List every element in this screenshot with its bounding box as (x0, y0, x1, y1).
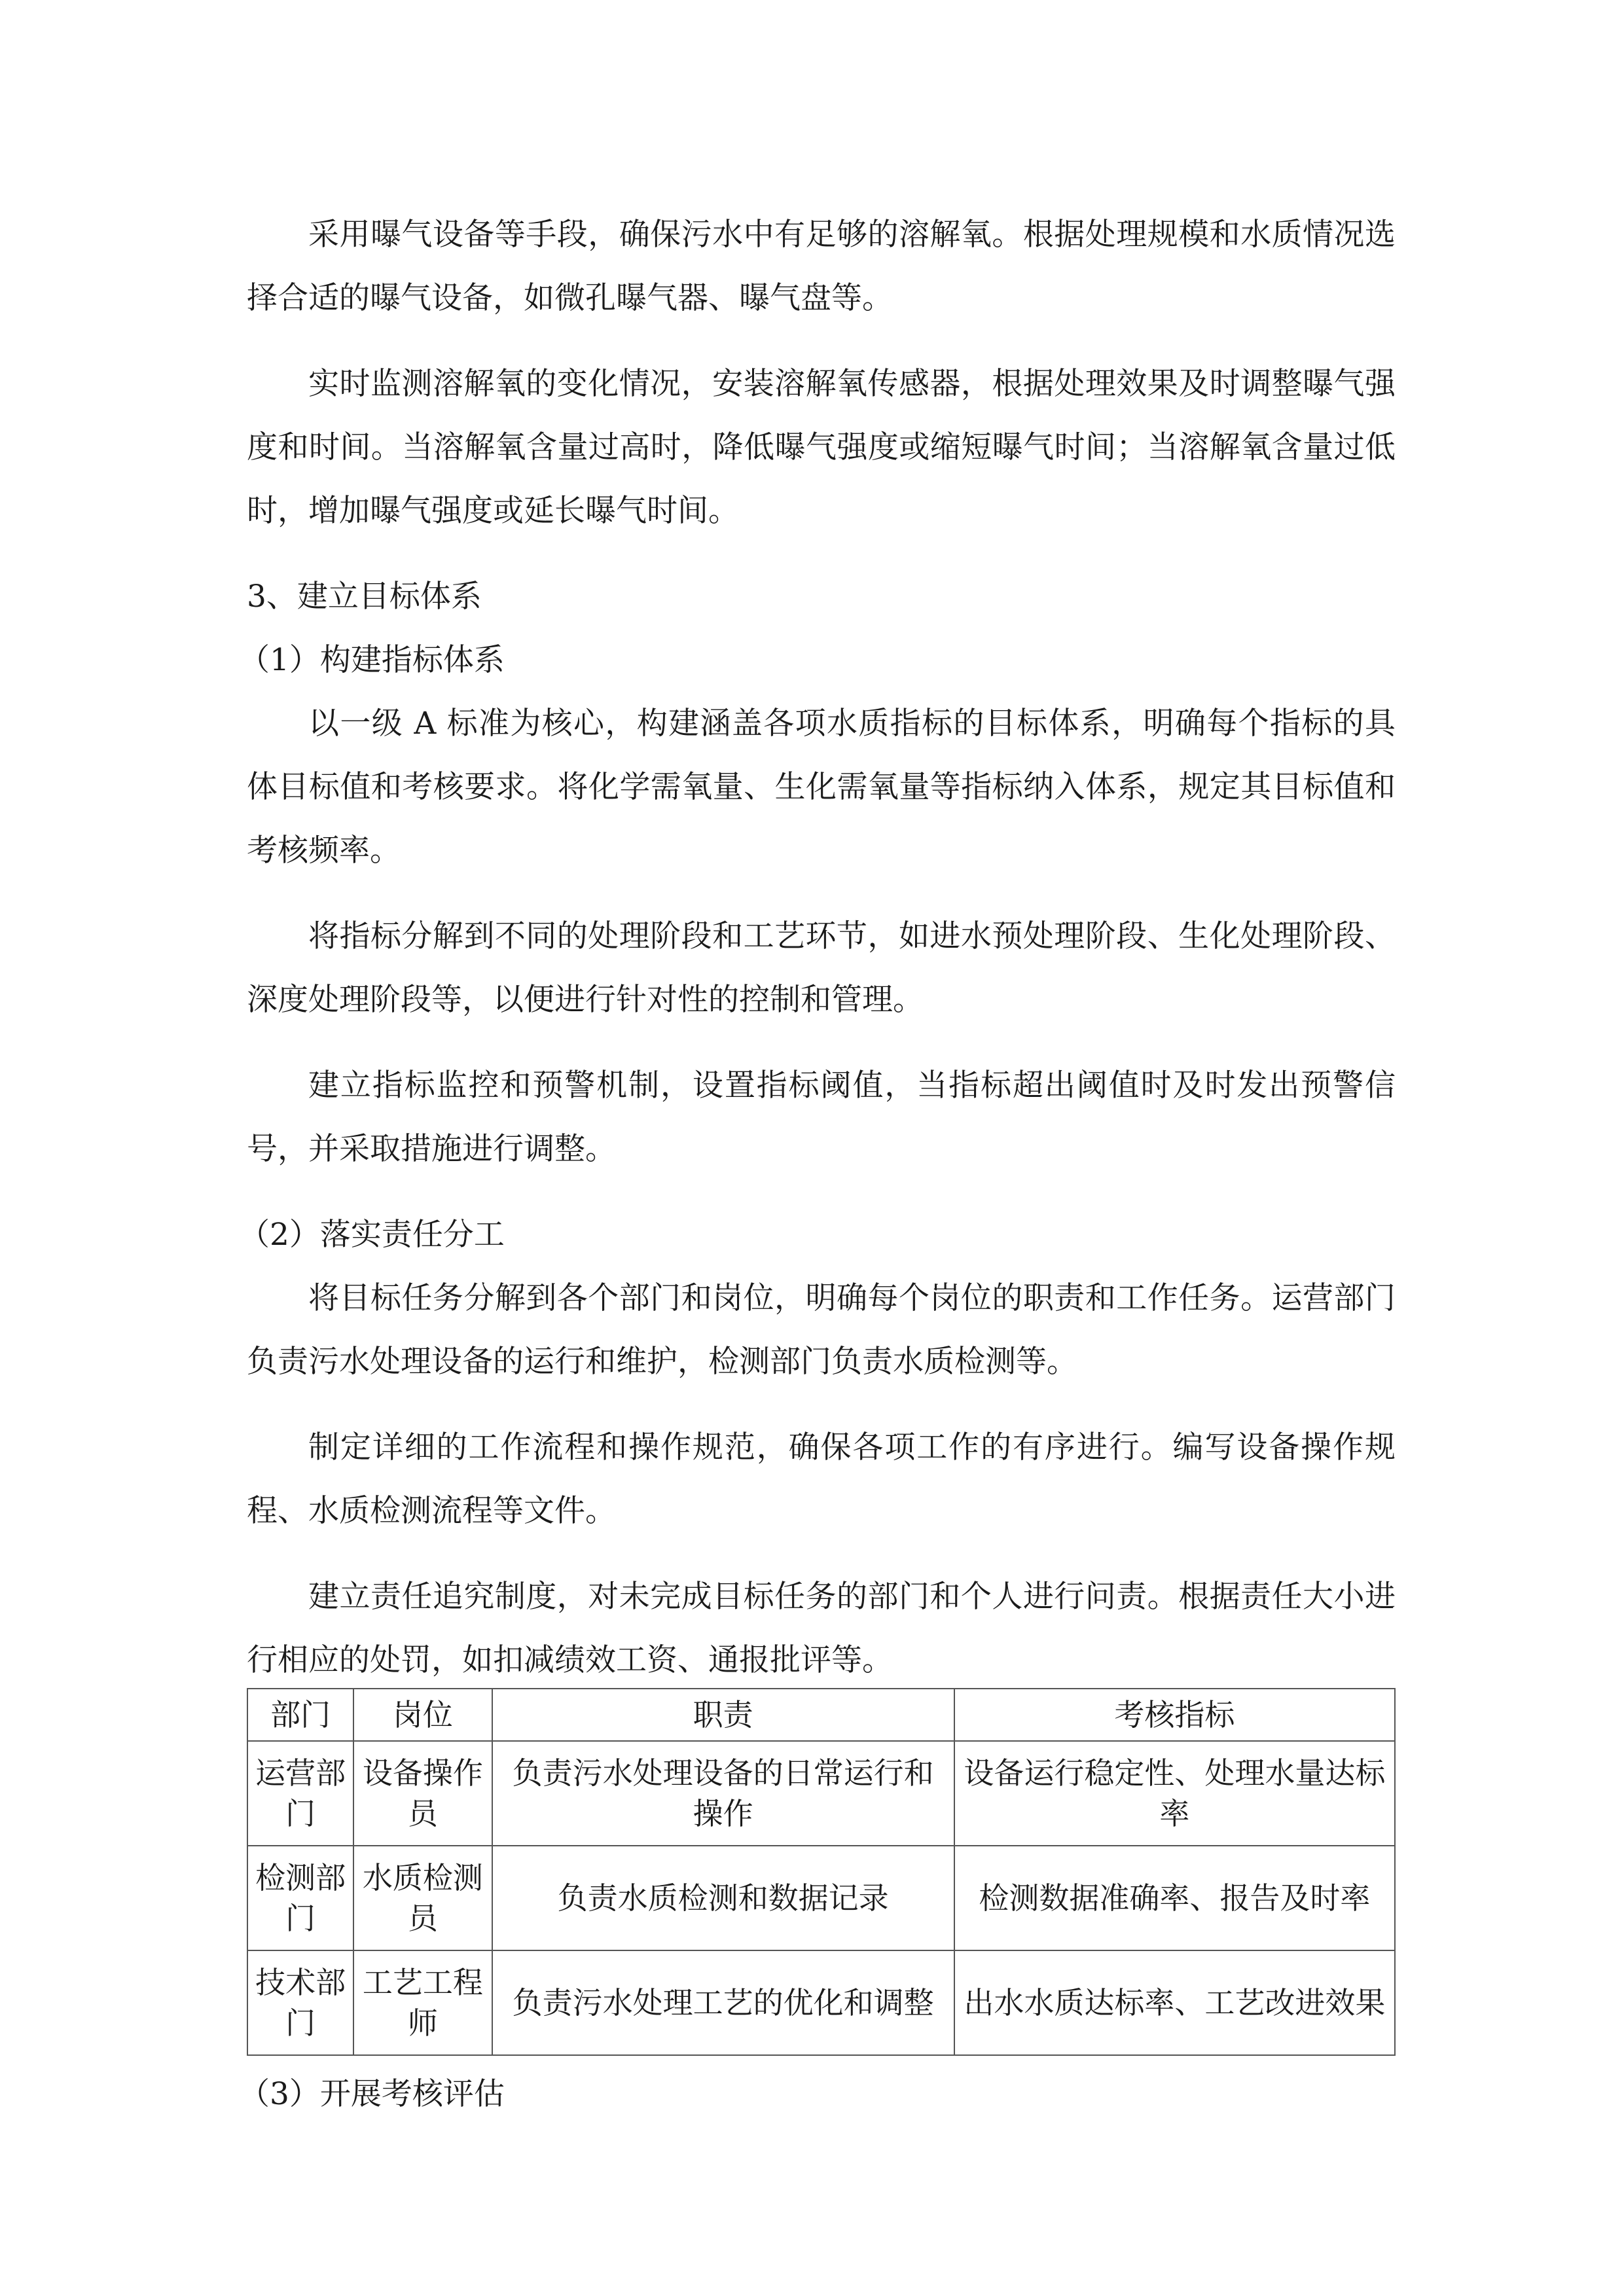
table-cell-department: 检测部门 (247, 1846, 353, 1950)
table-header-cell: 考核指标 (954, 1689, 1395, 1741)
body-paragraph: 建立责任追究制度，对未完成目标任务的部门和个人进行问责。根据责任大小进行相应的处罚，如扣减绩效工资、通报批评等。 (247, 1579, 1396, 1678)
subsection-heading: （3）开展考核评估 (239, 2076, 505, 2112)
table-cell-kpi: 设备运行稳定性、处理水量达标率 (954, 1741, 1395, 1846)
table-cell-kpi: 检测数据准确率、报告及时率 (954, 1846, 1395, 1950)
responsibility-table (247, 1688, 1396, 2056)
table-cell-duty: 负责污水处理设备的日常运行和操作 (492, 1741, 954, 1846)
body-paragraph: 建立指标监控和预警机制，设置指标阈值，当指标超出阈值时及时发出预警信号，并采取措施进行调整。 (247, 1067, 1396, 1167)
table-cell-position: 水质检测员 (353, 1846, 492, 1950)
subsection-heading: （2）落实责任分工 (239, 1217, 505, 1253)
table-row (247, 1950, 1395, 2055)
document-body (239, 203, 1396, 2126)
body-paragraph: 制定详细的工作流程和操作规范，确保各项工作的有序进行。编写设备操作规程、水质检测流程等文件。 (247, 1429, 1396, 1529)
body-paragraph: 以一级 A 标准为核心，构建涵盖各项水质指标的目标体系，明确每个指标的具体目标值和考核要求。将化学需氧量、生化需氧量等指标纳入体系，规定其目标值和考核频率。 (247, 706, 1396, 869)
body-paragraph: 采用曝气设备等手段，确保污水中有足够的溶解氧。根据处理规模和水质情况选择合适的曝气设备，如微孔曝气器、曝气盘等。 (247, 217, 1396, 316)
table-header-row (247, 1689, 1395, 1741)
table-cell-position: 设备操作员 (353, 1741, 492, 1846)
body-paragraph: 将目标任务分解到各个部门和岗位，明确每个岗位的职责和工作任务。运营部门负责污水处理设备的运行和维护，检测部门负责水质检测等。 (247, 1280, 1396, 1380)
table-cell-duty: 负责水质检测和数据记录 (492, 1846, 954, 1950)
table-cell-kpi: 出水水质达标率、工艺改进效果 (954, 1950, 1395, 2055)
section-heading: 3、建立目标体系 (247, 579, 482, 615)
table-cell-duty: 负责污水处理工艺的优化和调整 (492, 1950, 954, 2055)
subsection-heading: （1）构建指标体系 (239, 642, 505, 678)
table-header-cell: 岗位 (353, 1689, 492, 1741)
body-paragraph: 将指标分解到不同的处理阶段和工艺环节，如进水预处理阶段、生化处理阶段、深度处理阶段等，以便进行针对性的控制和管理。 (247, 918, 1396, 1018)
table-row (247, 1741, 1395, 1846)
table-header-cell: 部门 (247, 1689, 353, 1741)
table-cell-position: 工艺工程师 (353, 1950, 492, 2055)
table-cell-department: 运营部门 (247, 1741, 353, 1846)
table-cell-department: 技术部门 (247, 1950, 353, 2055)
table-header-cell: 职责 (492, 1689, 954, 1741)
table-row (247, 1846, 1395, 1950)
body-paragraph: 实时监测溶解氧的变化情况，安装溶解氧传感器，根据处理效果及时调整曝气强度和时间。当溶解氧含量过高时，降低曝气强度或缩短曝气时间；当溶解氧含量过低时，增加曝气强度或延长曝气时间。 (247, 366, 1396, 529)
